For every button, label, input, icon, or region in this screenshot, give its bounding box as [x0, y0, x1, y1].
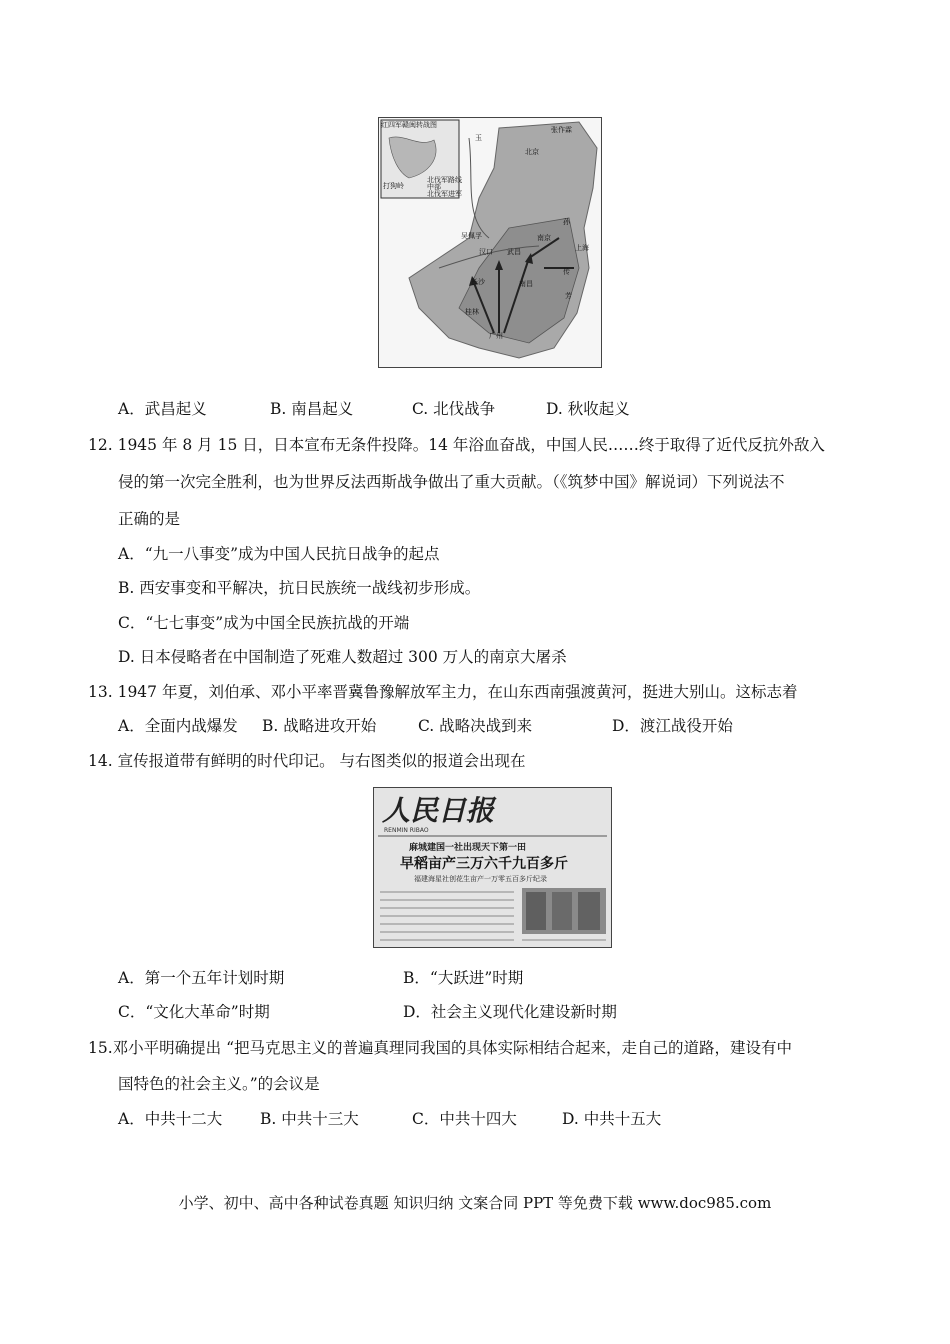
newspaper-subhead: 福建海星社创花生亩产一万零五百多斤纪录: [414, 875, 547, 883]
newspaper-headline: 早稻亩产三万六千九百多斤: [400, 856, 568, 872]
q11-option-b: B. 南昌起义: [270, 400, 354, 418]
map-inset-title: 红四军赣闽转战图: [381, 121, 437, 129]
q15-option-a: A．中共十二大: [118, 1110, 223, 1128]
q14-newspaper: [374, 788, 611, 947]
q14-option-c: C．“文化大革命”时期: [118, 1003, 270, 1021]
map-legend-2: 中部: [427, 183, 441, 191]
page-footer: 小学、初中、高中各种试卷真题 知识归纳 文案合同 PPT 等免费下载 www.doc985.com: [178, 1194, 772, 1212]
map-inset-label: 打狗岭: [383, 182, 404, 190]
q12-option-d: D. 日本侵略者在中国制造了死难人数超过 300 万人的南京大屠杀: [118, 648, 567, 666]
q14-option-b: B．“大跃进”时期: [403, 969, 524, 987]
map-place: 吴佩孚: [461, 232, 482, 240]
map-place: 汉口: [479, 248, 493, 256]
q13-option-d: D．渡江战役开始: [612, 717, 733, 735]
map-legend-3: 北伐军进军: [427, 190, 462, 198]
map-place: 广州: [489, 332, 503, 340]
q14-option-a: A．第一个五年计划时期: [118, 969, 285, 987]
q14-newspaper-figure: [373, 787, 612, 948]
q12-option-b: B. 西安事变和平解决，抗日民族统一战线初步形成。: [118, 579, 481, 597]
newspaper-kicker: 麻城建国一社出现天下第一田: [409, 843, 527, 853]
q11-option-c: C. 北伐战争: [412, 400, 496, 418]
q15-option-c: C．中共十四大: [412, 1110, 517, 1128]
q12-option-a: A．“九一八事变”成为中国人民抗日战争的起点: [118, 545, 440, 563]
map-place: 张作霖: [551, 126, 572, 134]
q15-option-d: D. 中共十五大: [562, 1110, 662, 1128]
map-place: 上海: [575, 244, 589, 252]
q12-option-c: C．“七七事变”成为中国全民族抗战的开端: [118, 614, 410, 632]
q13-option-a: A．全面内战爆发: [118, 717, 238, 735]
q14-stem: 14. 宣传报道带有鲜明的时代印记。 与右图类似的报道会出现在: [88, 752, 526, 770]
map-place: 南昌: [519, 280, 533, 288]
map-place: 桂林: [465, 308, 479, 316]
map-place: 玉: [475, 134, 482, 142]
map-place: 孙: [563, 218, 570, 226]
q15-stem-line-1: 15.邓小平明确提出 “把马克思主义的普遍真理同我国的具体实际相结合起来，走自己的道路，建设有中: [88, 1039, 793, 1057]
map-legend-1: 北伐军路线: [427, 176, 462, 184]
map-place: 北京: [525, 148, 539, 156]
newspaper-pinyin: RENMIN RIBAO: [384, 827, 429, 834]
q14-option-d: D．社会主义现代化建设新时期: [403, 1003, 617, 1021]
q15-option-b: B. 中共十三大: [260, 1110, 359, 1128]
map-place: 芳: [565, 292, 572, 300]
q13-stem: 13. 1947 年夏，刘伯承、邓小平率晋冀鲁豫解放军主力，在山东西南强渡黄河，挺进大别山。这标志着: [88, 683, 798, 701]
q11-option-d: D. 秋收起义: [546, 400, 630, 418]
map-place: 传: [563, 268, 570, 276]
q15-stem-line-2: 国特色的社会主义。”的会议是: [118, 1075, 320, 1093]
map-place: 长沙: [471, 278, 485, 286]
newspaper-masthead: 人民日报: [382, 794, 495, 827]
map-place: 武昌: [507, 248, 521, 256]
q12-stem-line-3: 正确的是: [118, 510, 181, 528]
q12-stem-line-1: 12. 1945 年 8 月 15 日，日本宣布无条件投降。14 年浴血奋战，中国人民……终于取得了近代反抗外敌入: [88, 436, 825, 454]
q11-map: [379, 118, 601, 367]
q11-map-figure: [378, 117, 602, 368]
q12-stem-line-2: 侵的第一次完全胜利，也为世界反法西斯战争做出了重大贡献。（《筑梦中国》解说词）下列说法不: [118, 473, 785, 491]
q13-option-c: C. 战略决战到来: [418, 717, 533, 735]
q11-option-a: A．武昌起义: [118, 400, 207, 418]
q13-option-b: B. 战略进攻开始: [262, 717, 377, 735]
map-place: 南京: [537, 234, 551, 242]
